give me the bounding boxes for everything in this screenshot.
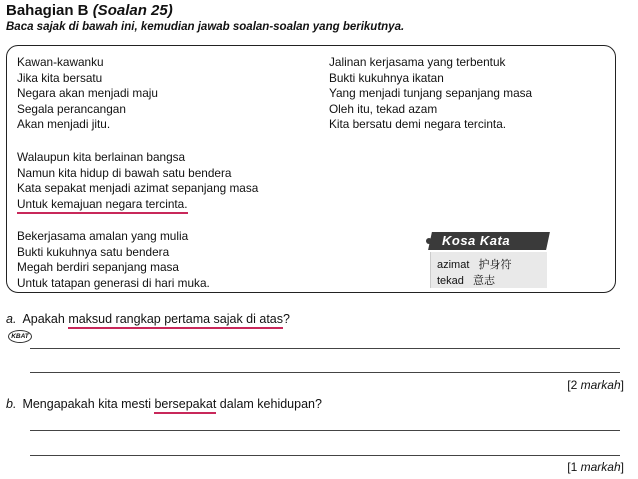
kosa-kata-entry	[437, 256, 511, 272]
marks-num: [2	[567, 378, 581, 392]
marks-b	[567, 460, 624, 474]
poem-line: Bukti kukuhnya satu bendera	[17, 244, 170, 259]
poem-line-underlined: Untuk kemajuan negara tercinta.	[17, 197, 188, 214]
stanza-2	[329, 55, 532, 133]
poem-line: Walaupun kita berlainan bangsa	[17, 150, 186, 164]
instruction-text: Baca sajak di bawah ini, kemudian jawab soalan-soalan yang berikutnya.	[6, 21, 405, 33]
poem-line: Oleh itu, tekad azam	[329, 101, 438, 116]
poem-line: Kita bersatu demi negara tercinta.	[329, 117, 507, 132]
marks-word: markah	[580, 378, 621, 392]
question-b	[6, 397, 322, 411]
question-a	[6, 312, 290, 326]
marks-end: ]	[620, 378, 624, 392]
question-label: a.	[6, 312, 17, 326]
kosa-kata-body	[430, 252, 547, 288]
section-title	[6, 2, 173, 19]
poem-line: Kawan-kawanku	[17, 55, 104, 69]
question-text-end: dalam kehidupan?	[216, 397, 322, 411]
poem-line: Jika kita bersatu	[17, 70, 103, 85]
poem-line: Kata sepakat menjadi azimat sepanjang masa	[17, 181, 259, 196]
question-text: Apakah	[22, 312, 69, 326]
poem-line: Negara akan menjadi maju	[17, 86, 158, 101]
poem-line: Segala perancangan	[17, 101, 126, 116]
stanza-3	[17, 150, 258, 212]
poem-line: Namun kita hidup di bawah satu bendera	[17, 165, 232, 180]
question-keyword: bersepakat	[154, 397, 216, 414]
kosa-meaning: 护身符	[478, 259, 512, 271]
title-main: Bahagian B	[6, 2, 89, 19]
marks-end: ]	[620, 460, 624, 474]
kbat-badge: KBAT	[8, 330, 32, 343]
kosa-word: azimat	[437, 259, 470, 271]
question-text: Mengapakah kita mesti	[22, 397, 155, 411]
poem-line: Jalinan kerjasama yang terbentuk	[329, 55, 506, 69]
answer-line-a1[interactable]	[30, 348, 620, 349]
question-keyword: maksud rangkap pertama sajak di atas	[68, 312, 283, 329]
kosa-meaning: 意志	[472, 275, 495, 287]
title-sub: (Soalan 25)	[92, 2, 173, 19]
question-text-end: ?	[283, 312, 290, 326]
kosa-kata-entry	[437, 272, 495, 288]
stanza-1	[17, 55, 158, 133]
poem-line: Bekerjasama amalan yang mulia	[17, 229, 189, 243]
poem-line: Yang menjadi tunjang sepanjang masa	[329, 86, 533, 101]
stanza-4	[17, 229, 210, 291]
poem-line: Megah berdiri sepanjang masa	[17, 260, 179, 275]
question-label: b.	[6, 397, 17, 411]
kosa-word: tekad	[437, 275, 464, 287]
poem-line: Untuk tatapan generasi di hari muka.	[17, 275, 210, 290]
marks-word: markah	[580, 460, 621, 474]
pin-icon	[426, 238, 432, 244]
kosa-kata-title: Kosa Kata	[442, 233, 511, 248]
poem-line: Akan menjadi jitu.	[17, 117, 111, 132]
answer-line-b2[interactable]	[30, 455, 620, 456]
marks-a	[567, 378, 624, 392]
answer-line-a2[interactable]	[30, 372, 620, 373]
poem-line: Bukti kukuhnya ikatan	[329, 70, 444, 85]
answer-line-b1[interactable]	[30, 430, 620, 431]
kosa-kata-panel	[430, 232, 548, 288]
marks-num: [1	[567, 460, 581, 474]
